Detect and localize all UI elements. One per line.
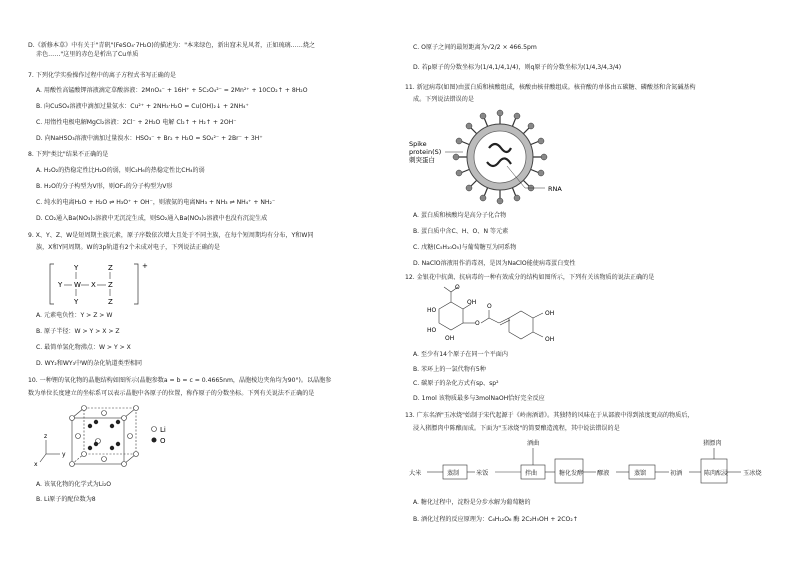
struct-atom-y-bottom: Y	[74, 298, 79, 306]
q7-option-b: B. 向CuSO₄溶液中滴加过量氨水：Cu²⁺ + 2NH₃·H₂O = Cu(OH)₂↓ + 2NH₄⁺	[36, 103, 249, 110]
flow-mid-raw-wine: 初酒	[670, 470, 683, 477]
q12-option-c: C. 碳原子的杂化方式有sp、sp²	[413, 380, 499, 387]
q7-option-d: D. 向NaHSO₃溶液中滴加过量溴水：HSO₃⁻ + Br₂ + H₂O = SO₄²⁻ + 2Br⁻ + 3H⁺	[36, 135, 263, 142]
q11-option-c: C. 戊糖(C₅H₁₀O₅)与葡萄糖互为同系物	[413, 244, 517, 251]
flow-mid-mash: 醪液	[597, 470, 610, 477]
q6-option-d-line2: 赤色……"这里的赤色是析出了Cu单质	[36, 51, 139, 58]
q6-option-d-line1: D.《新修本草》中有关于"青矾"(FeSO₄·7H₂O)的描述为："本来绿色，新出窟未见风者，正如琉璃……烧之	[28, 42, 316, 49]
q10-option-b: B. Li原子的配位数为8	[36, 496, 96, 503]
q10-option-c: C. O原子之间的最短距离为√2/2 × 466.5pm	[413, 44, 537, 51]
q13-option-a: A. 糖化过程中，淀粉是分步水解为葡萄糖的	[413, 499, 531, 506]
mol-oh-bottom: OH	[445, 335, 455, 342]
q8-option-a: A. H₂O₂的热稳定性比H₂O的弱，则C₂H₆的热稳定性比CH₄的弱	[36, 167, 205, 174]
flow-box-distill: 蒸馏	[634, 470, 647, 477]
question-10-stem-line1: 10. 一种锂的氧化物的晶胞结构如图所示(晶胞参数a = b = c = 0.4665nm，晶胞棱边夹角均为90°)。以晶胞参	[28, 377, 332, 384]
axis-x-label: x	[34, 461, 38, 468]
flow-input-yeast: 酒曲	[527, 440, 540, 447]
q8-option-c: C. 纯水的电离H₂O + H₂O ⇌ H₃O⁺ + OH⁻，则液氨的电离NH₃ + NH₃ ⇌ NH₄⁺ + NH₂⁻	[36, 199, 276, 206]
q11-option-d: D. NaClO溶液用作消毒剂，是因为NaClO能使病毒蛋白变性	[413, 260, 576, 267]
question-7-stem: 7. 下列化学实验操作过程中的离子方程式书写正确的是	[28, 72, 176, 79]
struct-atom-y-top: Y	[74, 264, 79, 272]
q12-option-d: D. 1mol 该物质最多与3molNaOH恰好完全反应	[413, 395, 545, 402]
legend-o: O	[160, 437, 166, 445]
q12-molecule-figure	[411, 282, 571, 352]
q9-option-d: D. WY₂和WY₃中W的杂化轨道类型相同	[36, 360, 143, 367]
question-13-stem-line2: 浸入猪膘肉中陈酿而成。下面为"玉冰烧"的简要酿造流程，其中说法错误的是	[413, 425, 620, 432]
q8-option-b: B. H₂O的分子构型为V形，则OF₂的分子构型为V形	[36, 183, 173, 190]
q7-option-c: C. 用惰性电极电解MgCl₂溶液：2Cl⁻ + 2H₂O 电解 Cl₂↑ + H₂↑ + 2OH⁻	[36, 119, 237, 126]
struct-atom-w: W	[74, 281, 81, 289]
q11-option-a: A. 蛋白质和核酸均是高分子化合物	[413, 212, 507, 219]
flow-mid-rice: 米饭	[476, 470, 489, 477]
flow-mid-final: 玉冰烧	[743, 470, 762, 477]
flow-box-mix: 拌曲	[525, 470, 538, 477]
q9-option-a: A. 元素电负性：Y > Z > W	[36, 312, 113, 319]
mol-oh-ring1: OH	[545, 310, 555, 317]
q12-option-b: B. 苯环上的一氯代物有5种	[413, 366, 486, 373]
struct-atom-z-right: Z	[108, 281, 113, 289]
axis-y-label: y	[62, 451, 66, 458]
q9-structure-figure	[48, 258, 158, 310]
flow-box-ferment: 糖化发酵	[559, 470, 584, 477]
flow-input-pork: 猪膘肉	[703, 440, 722, 447]
virus-figure	[405, 108, 595, 206]
mol-o-carbonyl: O	[487, 303, 492, 310]
q13-flowchart	[405, 437, 777, 493]
q10-option-a: A. 该氧化物的化学式为Li₂O	[36, 481, 112, 488]
question-12-stem: 12. 金银花中抗菌、抗病毒的一种有效成分的结构如图所示，下列有关该物质的说法正确的是	[405, 274, 655, 281]
q7-option-a: A. 用酸性高锰酸钾溶液滴定草酸溶液：2MnO₄⁻ + 16H⁺ + 5C₂O₄²⁻ = 2Mn²⁺ + 10CO₂↑ + 8H₂O	[36, 87, 308, 94]
mol-o-top: O	[455, 284, 460, 291]
mol-ho-left: HO	[427, 307, 437, 314]
struct-atom-y-left: Y	[58, 281, 63, 289]
spike-label-2: protein(S)	[409, 148, 442, 156]
question-13-stem-line1: 13. 广东名酒"玉冰烧"始制于宋代起源于《岭南酒谱》。其独特的风味在于从部液中得到浓度更高的物质后，	[405, 412, 694, 419]
flow-box-age: 陈肉酝浸	[704, 470, 729, 477]
q10-crystal-cell-figure	[32, 404, 202, 472]
mol-o-ester: O	[475, 320, 480, 327]
legend-li: Li	[160, 426, 166, 434]
flow-start-rice: 大米	[409, 470, 422, 477]
spike-label-1: Spike	[409, 140, 427, 148]
struct-atom-z-top: Z	[108, 264, 113, 272]
q13-option-b: B. 酒化过程的反应原理为：C₆H₁₂O₆ 酶 2C₂H₅OH + 2CO₂↑	[413, 516, 578, 523]
axis-z-label: z	[44, 433, 48, 440]
question-9-stem-line2: 族，X和Y同周期。W的3p轨道有2个未成对电子，下列说法正确的是	[36, 244, 220, 251]
q12-option-a: A. 至少有14个原子在同一个平面内	[413, 351, 508, 358]
flow-box-steam: 蒸制	[447, 470, 460, 477]
rna-label: RNA	[548, 185, 562, 193]
struct-atom-z-bottom: Z	[108, 298, 113, 306]
mol-ho-lower: HO	[427, 327, 437, 334]
question-11-stem-line1: 11. 新冠病毒(如图)由蛋白质和核酸组成，核酸由核苷酸组成。核苷酸的单体由五碳糖、磷酸基和含氮碱基构	[405, 84, 696, 91]
q8-option-d: D. CO₂通入Ba(NO₃)₂溶液中无沉淀生成，则SO₂通入Ba(NO₃)₂溶液中也没有沉淀生成	[36, 215, 268, 222]
question-8-stem: 8. 下列"类比"结果不正确的是	[28, 151, 109, 158]
mol-oh-ring2: OH	[545, 336, 555, 343]
struct-charge: +	[142, 262, 148, 270]
q11-option-b: B. 蛋白质中含C、H、O、N 等元素	[413, 228, 509, 235]
q9-option-c: C. 最简单氢化物沸点：W > Y > X	[36, 344, 131, 351]
question-10-stem-line2: 数为单位长度建立的坐标系可以表示晶胞中各原子的位置，称作原子的分数坐标。下列有关说法不正确的是	[28, 390, 315, 397]
question-11-stem-line2: 成。下列说法错误的是	[413, 96, 474, 103]
question-9-stem-line1: 9. X、Y、Z、W是短周期主族元素，原子序数依次增大且处于不同主族，在每个短周期均有分布，Y和W同	[28, 232, 314, 239]
struct-atom-x: X	[91, 281, 96, 289]
q9-option-b: B. 原子半径：W > Y > X > Z	[36, 328, 120, 335]
mol-oh-right: OH	[467, 299, 477, 306]
left-column	[28, 0, 393, 562]
q10-option-d: D. 若p原子的分数坐标为(1/4,1/4,1/4)，则q原子的分数坐标为(1/4,3/4,3/4)	[413, 64, 622, 71]
right-column	[405, 0, 777, 562]
spike-label-3: 刺突蛋白	[409, 156, 435, 164]
